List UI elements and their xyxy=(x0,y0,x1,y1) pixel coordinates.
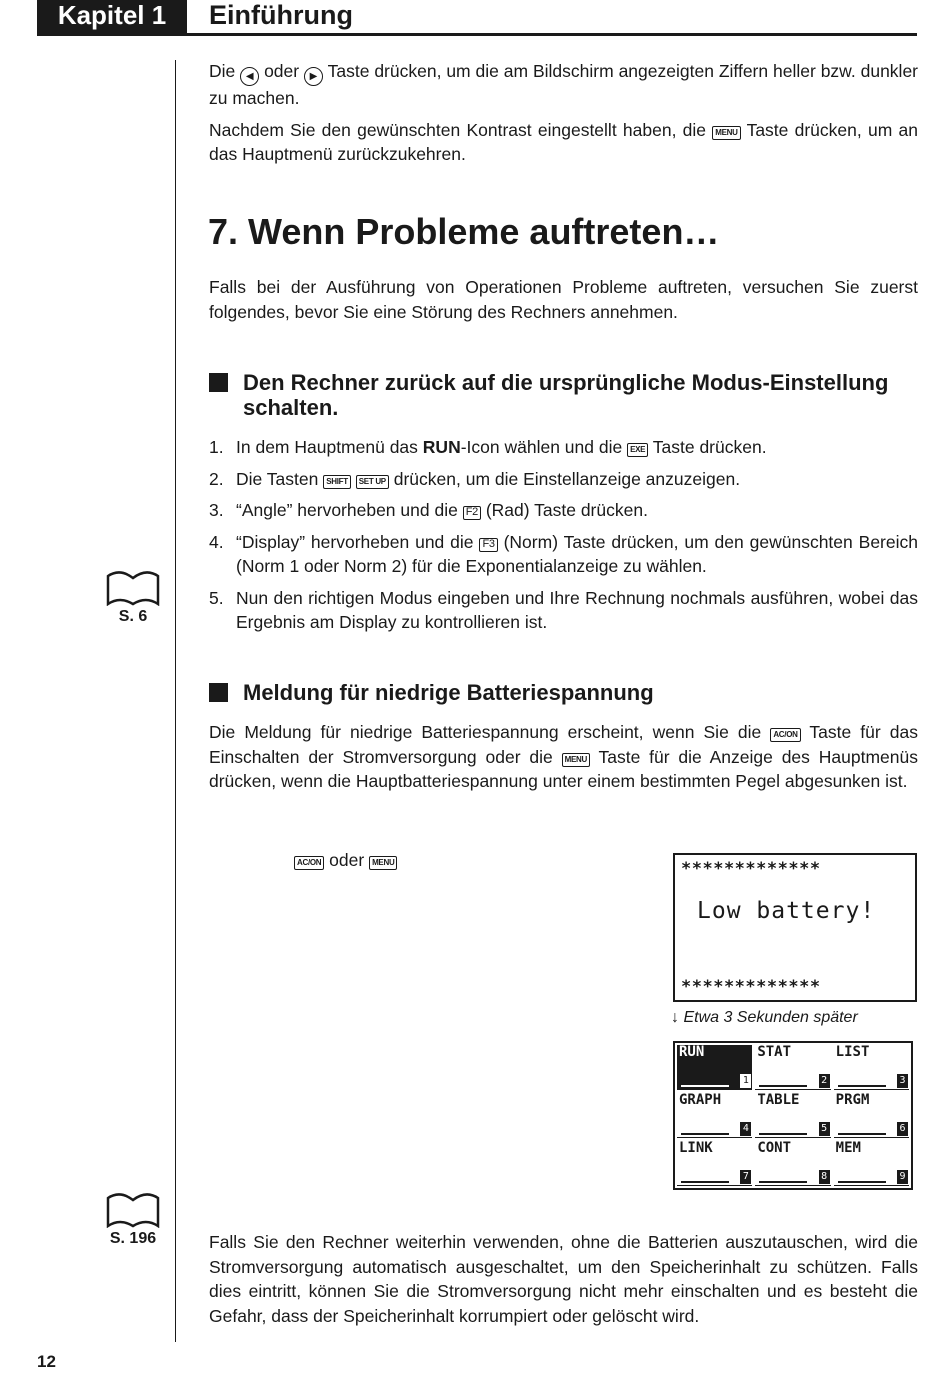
chapter-title: Einführung xyxy=(209,0,353,30)
menu-tile-label: RUN xyxy=(679,1045,705,1060)
menu-tile-link[interactable] xyxy=(677,1141,752,1186)
screen-caption: ↓ Etwa 3 Sekunden später xyxy=(671,1009,858,1026)
menu-tile-label: MEM xyxy=(835,1141,861,1156)
setup-key-icon: SET UP xyxy=(356,475,389,489)
chapter-label: Kapitel 1 xyxy=(37,0,187,34)
f2-key-icon: F2 xyxy=(463,506,481,520)
left-arrow-key-icon: ◀ xyxy=(240,67,259,86)
menu-tile-icon xyxy=(838,1173,886,1183)
menu-tile-list[interactable] xyxy=(834,1045,909,1090)
section-intro: Falls bei der Ausführung von Operationen Probleme auftreten, versuchen Sie zuerst folgendes, bevor Sie eine Störung des Rechners annehmen. xyxy=(209,277,918,322)
ac-on-key-icon: AC/ON xyxy=(770,728,800,742)
menu-tile-number: 2 xyxy=(819,1074,830,1088)
list-item: 5. Nun den richtigen Modus eingeben und Ihre Rechnung nochmals ausführen, wobei das Ergebnis am Display zu kontrollieren ist. xyxy=(209,587,918,632)
low-battery-screen xyxy=(673,853,917,1002)
menu-tile-label: PRGM xyxy=(835,1093,870,1108)
page-reference-s196[interactable] xyxy=(98,1192,168,1248)
menu-tile-run[interactable] xyxy=(677,1045,752,1090)
menu-tile-icon xyxy=(681,1077,729,1087)
menu-tile-graph[interactable] xyxy=(677,1093,752,1138)
book-icon xyxy=(105,1192,161,1228)
menu-tile-number: 6 xyxy=(897,1122,908,1136)
final-paragraph: Falls Sie den Rechner weiterhin verwenden, ohne die Batterien auszutauschen, wird die Stromversorgung automatisch ausgeschaltet, um den Speicherinhalt zu schützen. Falls dies eintritt, können Sie die Stromversorgung nicht mehr einschalten und es besteht die Gefahr, dass der Speicherinhalt korrumpiert oder gelöscht wird. xyxy=(209,1232,918,1326)
menu-tile-label: TABLE xyxy=(757,1093,800,1108)
menu-key-icon: MENU xyxy=(562,753,590,767)
book-icon xyxy=(105,570,161,606)
menu-tile-icon xyxy=(681,1173,729,1183)
subsection-title-battery: Meldung für niedrige Batteriespannung xyxy=(209,680,909,705)
menu-tile-label: STAT xyxy=(757,1045,792,1060)
menu-tile-icon xyxy=(681,1125,729,1135)
list-item: 2. Die Tasten SHIFT SET UP drücken, um die Einstellanzeige anzuzeigen. xyxy=(209,468,741,489)
menu-tile-icon xyxy=(759,1077,807,1087)
menu-tile-label: CONT xyxy=(757,1141,792,1156)
subsection-title-reset: Den Rechner zurück auf die ursprüngliche Modus-Einstellung schalten. xyxy=(209,370,909,420)
reset-steps xyxy=(209,435,918,642)
section-title: 7. Wenn Probleme auftreten… xyxy=(208,211,720,252)
intro-paragraph-2: Nachdem Sie den gewünschten Kontrast eingestellt haben, die MENU Taste drücken, um an das Hauptmenü zurückzukehren. xyxy=(209,119,918,164)
menu-tile-prgm[interactable] xyxy=(834,1093,909,1138)
main-menu-grid xyxy=(677,1045,909,1186)
menu-tile-label: GRAPH xyxy=(679,1093,722,1108)
menu-tile-icon xyxy=(759,1125,807,1135)
menu-tile-stat[interactable] xyxy=(755,1045,830,1090)
page-reference-s6[interactable] xyxy=(98,570,168,626)
ac-on-key-icon: AC/ON xyxy=(294,856,324,870)
main-menu-screen xyxy=(673,1041,913,1190)
menu-tile-cont[interactable] xyxy=(755,1141,830,1186)
battery-paragraph: Die Meldung für niedrige Batteriespannung erscheint, wenn Sie die AC/ON Taste für das Einschalten der Stromversorgung oder die MENU Taste für die Anzeige des Hauptmenüs drücken, wenn die Hauptbatteriespannung unter einem bestimmten Pegel abgesunken ist. xyxy=(209,722,918,791)
menu-key-icon: MENU xyxy=(712,126,740,140)
menu-tile-icon xyxy=(838,1077,886,1087)
menu-tile-icon xyxy=(759,1173,807,1183)
menu-tile-number: 3 xyxy=(897,1074,908,1088)
key-sequence: AC/ON oder MENU xyxy=(294,848,397,872)
square-bullet-icon xyxy=(209,683,228,702)
menu-tile-number: 8 xyxy=(819,1170,830,1184)
page-reference-label: S. 6 xyxy=(118,608,148,625)
exe-key-icon: EXE xyxy=(627,443,648,457)
screen-border-stars: ************* xyxy=(681,977,821,997)
f3-key-icon: F3 xyxy=(479,538,497,552)
list-item: 4. “Display” hervorheben und die F3 (Norm) Taste drücken, um den gewünschten Bereich (Norm 1 oder Norm 2) für die Exponentialanzeige zu wählen. xyxy=(209,531,918,576)
menu-tile-number: 1 xyxy=(740,1074,751,1088)
list-item: 1. In dem Hauptmenü das RUN-Icon wählen und die EXE Taste drücken. xyxy=(209,437,767,457)
square-bullet-icon xyxy=(209,373,228,392)
list-item: 3. “Angle” hervorheben und die F2 (Rad) Taste drücken. xyxy=(209,500,648,520)
menu-tile-icon xyxy=(838,1125,886,1135)
menu-tile-mem[interactable] xyxy=(834,1141,909,1186)
menu-tile-label: LIST xyxy=(835,1045,870,1060)
intro-text xyxy=(209,59,918,167)
low-battery-message: Low battery! xyxy=(697,898,876,924)
page-number: 12 xyxy=(37,1352,56,1371)
right-arrow-key-icon: ▶ xyxy=(304,67,323,86)
page-reference-label: S. 196 xyxy=(109,1230,157,1247)
intro-paragraph-1: Die ◀ oder ▶ Taste drücken, um die am Bildschirm angezeigten Ziffern heller bzw. dunkler zu machen. xyxy=(209,61,918,108)
shift-key-icon: SHIFT xyxy=(323,475,351,489)
menu-tile-number: 4 xyxy=(740,1122,751,1136)
margin-rule xyxy=(175,60,176,1342)
menu-tile-number: 5 xyxy=(819,1122,830,1136)
menu-tile-table[interactable] xyxy=(755,1093,830,1138)
menu-tile-label: LINK xyxy=(679,1141,713,1156)
menu-key-icon: MENU xyxy=(369,856,397,870)
header-rule xyxy=(37,33,917,36)
menu-tile-number: 7 xyxy=(740,1170,751,1184)
screen-border-stars: ************* xyxy=(681,859,821,879)
menu-tile-number: 9 xyxy=(897,1170,908,1184)
